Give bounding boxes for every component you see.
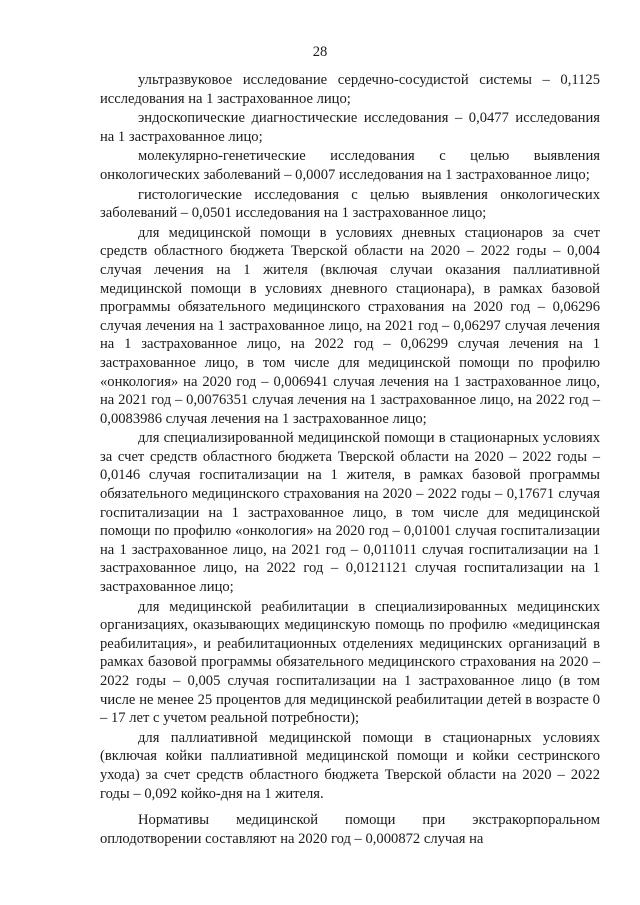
page-number: 28 xyxy=(312,44,328,60)
paragraph-molecular-genetic: молекулярно-генетические исследования с целью выявления онкологических заболеваний – 0,0007 исследования на 1 застрахованное лицо; xyxy=(100,148,600,183)
paragraph-palliative: для паллиативной медицинской помощи в стационарных условиях (включая койки паллиативной медицинской помощи и койки сестринского ухода) за счет средств областного бюджета Тверской области на 2020 – 2022 годы – 0,092 койко-дня на 1 жителя. xyxy=(100,729,600,802)
paragraph-endoscopy: эндоскопические диагностические исследования – 0,0477 исследования на 1 застрахованное лицо; xyxy=(100,110,600,145)
paragraph-histology: гистологические исследования с целью выявления онкологических заболеваний – 0,0501 исследования на 1 застрахованное лицо; xyxy=(100,186,600,222)
paragraph-day-hospital: для медицинской помощи в условиях дневных стационаров за счет средств областного бюджета Тверской области на 2020 – 2022 годы – 0,004 случая лечения на 1 жителя (включая случаи оказания паллиативной медицинской помощи в условиях дневного стационара), в рамках базовой программы обязательного медицинского страхования на 2020 год – 0,06296 случая лечения на 1 застрахованное лицо, на 2021 год – 0,06297 случая лечения на 1 застрахованное лицо, на 2022 год – 0,06299 случая лечения на 1 застрахованное лицо, в том числе для медицинской помощи по профилю «онкология» на 2020 год – 0,006941 случая лечения на 1 застрахованное лицо, на 2021 год – 0,0076351 случая лечения на 1 застрахованное лицо, на 2022 год – 0,0083986 случая лечения на 1 застрахованное лицо; xyxy=(100,224,600,427)
document-body xyxy=(100,71,600,848)
paragraph-ivf: Нормативы медицинской помощи при экстракорпоральном оплодотворении составляют на 2020 год – 0,000872 случая на xyxy=(100,812,600,847)
paragraph-rehabilitation: для медицинской реабилитации в специализированных медицинских организациях, оказывающих медицинскую помощь по профилю «медицинская реабилитация», и реабилитационных отделениях медицинских организаций в рамках базовой программы обязательного медицинского страхования на 2020 – 2022 годы – 0,005 случая госпитализации на 1 застрахованное лицо (в том числе не менее 25 процентов для медицинской реабилитации детей в возрасте 0 – 17 лет с учетом реальной потребности); xyxy=(100,598,600,727)
paragraph-specialized-inpatient: для специализированной медицинской помощи в стационарных условиях за счет средств областного бюджета Тверской области на 2020 – 2022 годы – 0,0146 случая госпитализации на 1 жителя, в рамках базовой программы обязательного медицинского страхования на 2020 – 2022 годы – 0,17671 случая госпитализации на 1 застрахованное лицо, в том числе для медицинской помощи по профилю «онкология» на 2020 год – 0,01001 случая госпитализации на 1 застрахованное лицо, на 2021 год – 0,011011 случая госпитализации на 1 застрахованное лицо, на 2022 год – 0,0121121 случая госпитализации на 1 застрахованное лицо; xyxy=(100,430,600,596)
paragraph-ultrasound: ультразвуковое исследование сердечно-сосудистой системы – 0,1125 исследования на 1 застрахованное лицо; xyxy=(100,72,600,107)
